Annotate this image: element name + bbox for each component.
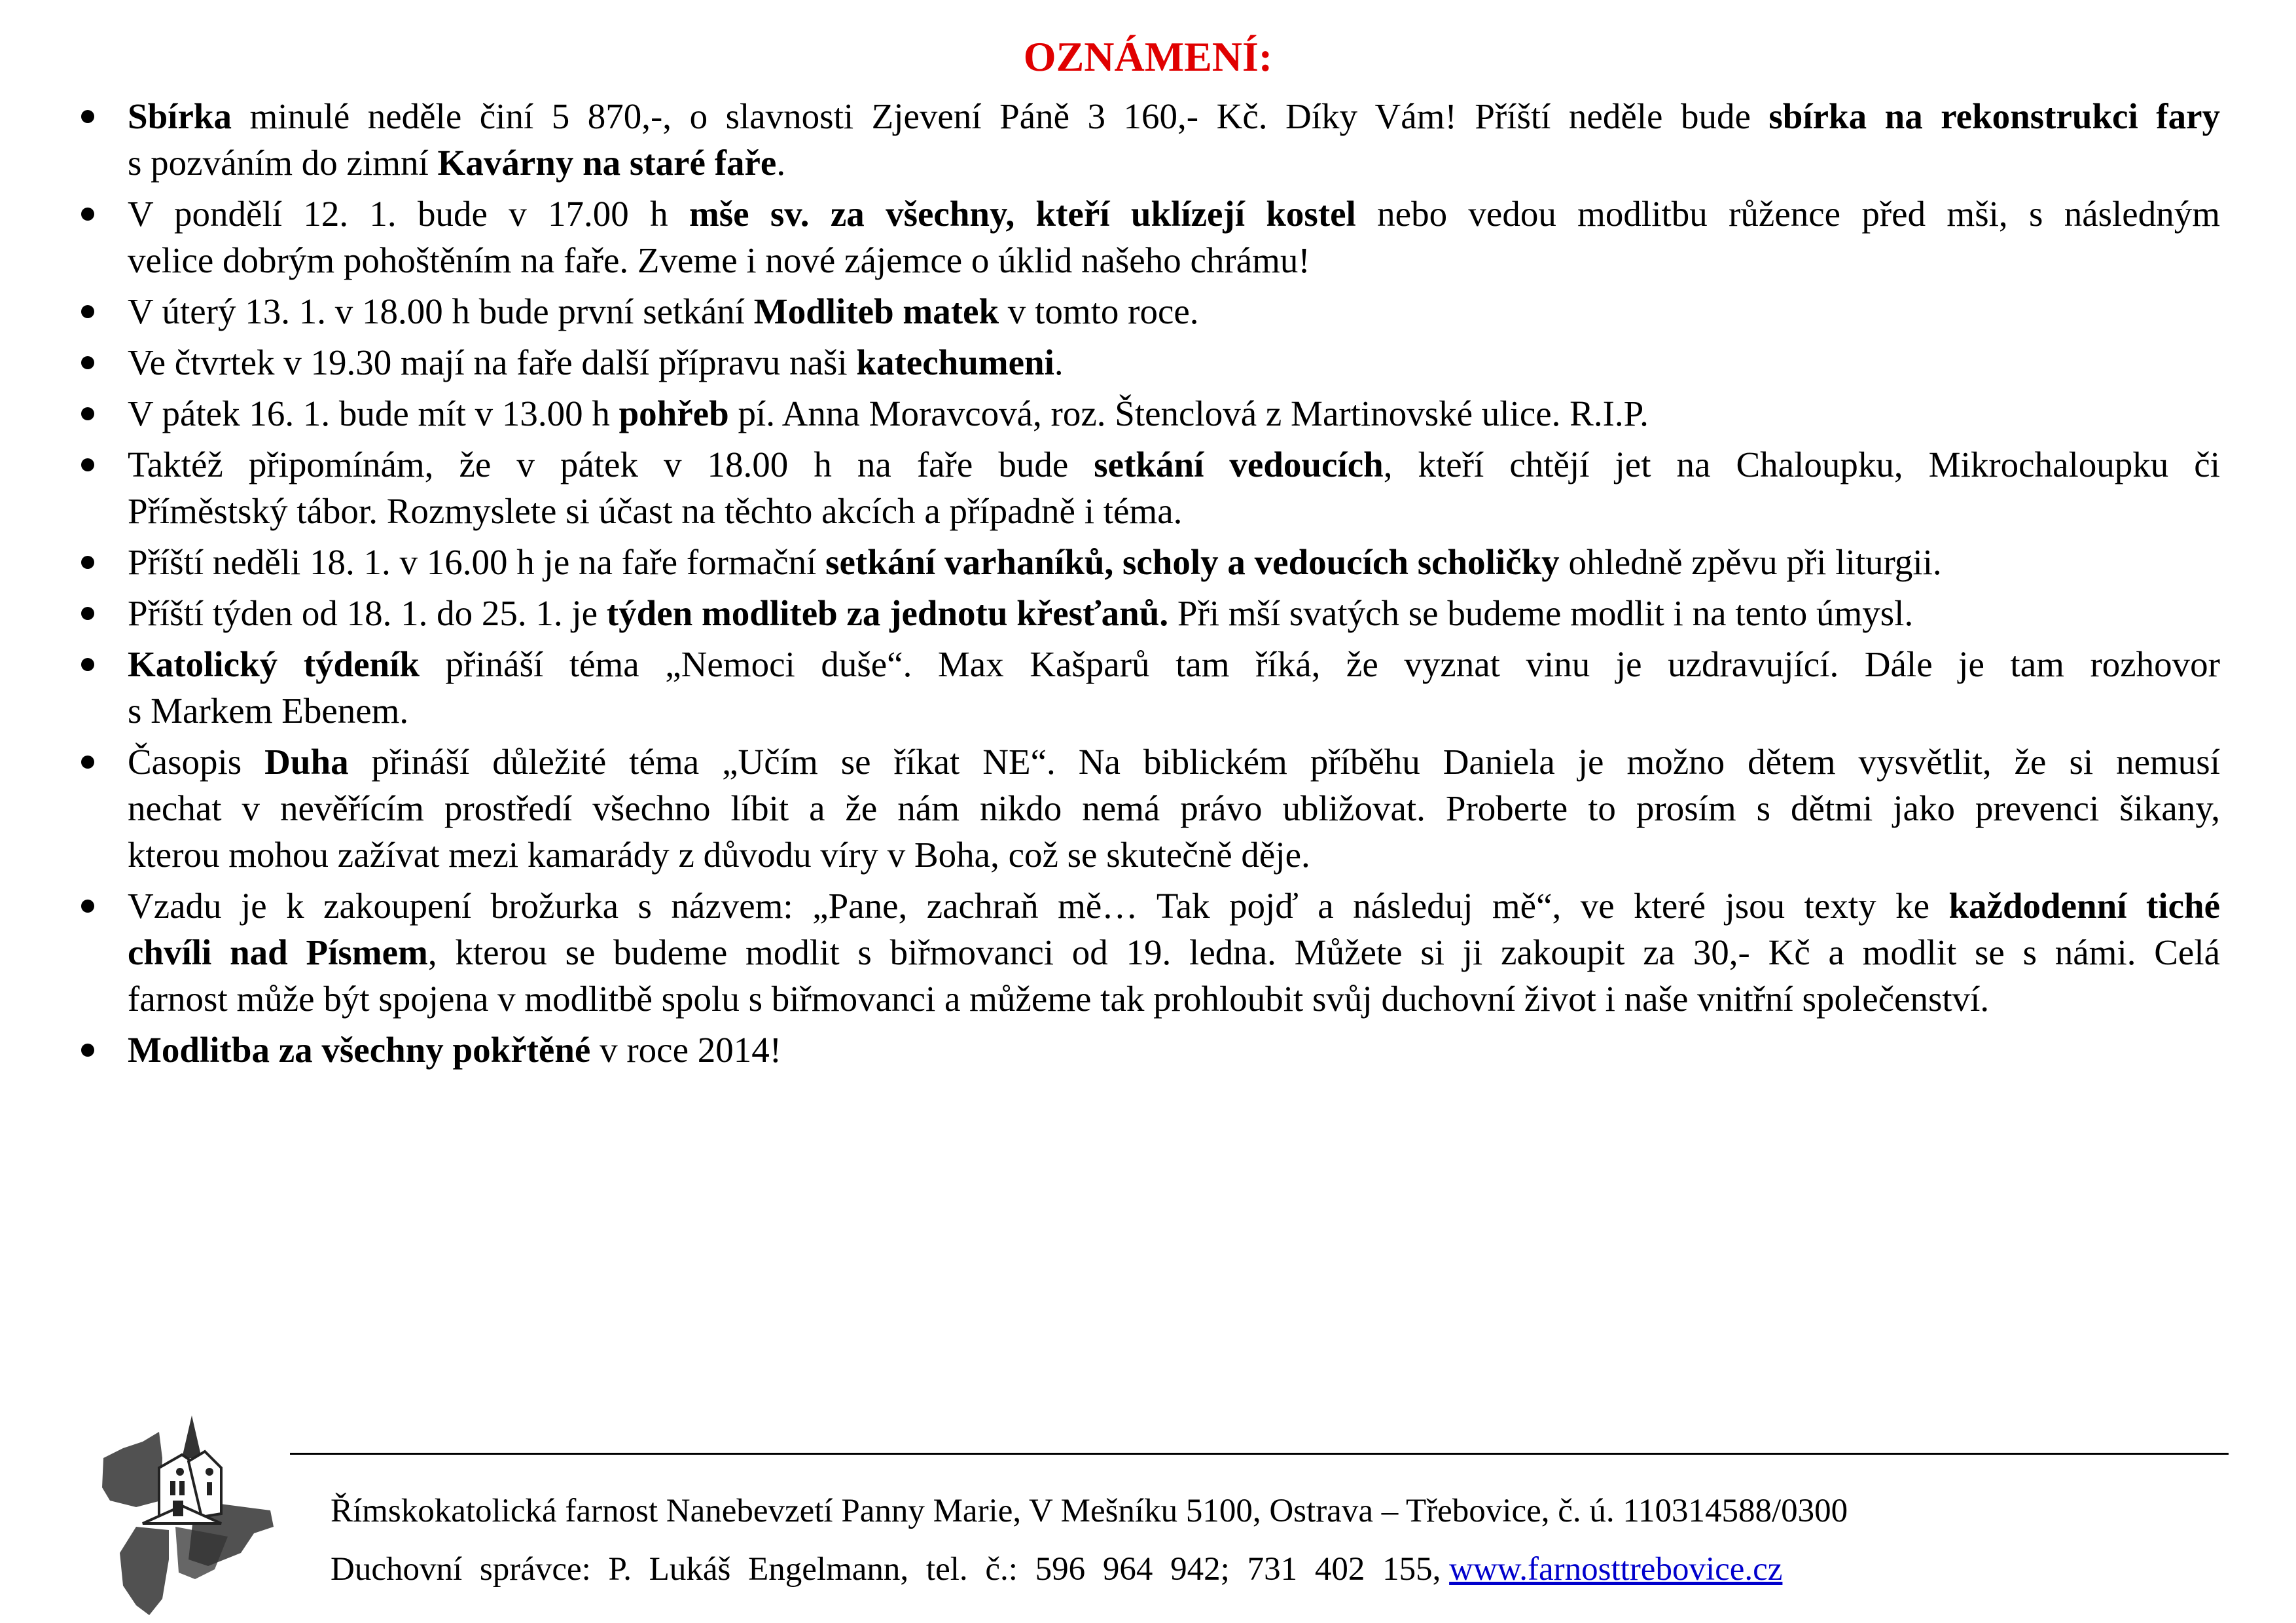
bold-text: setkání varhaníků, scholy a vedoucích scholičky <box>825 542 1560 582</box>
announcement-item <box>0 641 2296 734</box>
announcement-line <box>128 785 2220 831</box>
announcement-line <box>128 390 2220 437</box>
text: Taktéž připomínám, že v pátek v 18.00 h na faře bude <box>128 445 1094 484</box>
announcement-item <box>0 539 2296 585</box>
bold-text: každodenní tiché <box>1948 886 2220 926</box>
bold-text: chvíli nad Písmem <box>128 932 428 972</box>
announcement-line <box>128 739 2220 785</box>
announcement-line <box>128 641 2220 687</box>
text: v roce 2014! <box>590 1030 782 1070</box>
text: Ve čtvrtek v 19.30 mají na faře další přípravu naši <box>128 342 857 382</box>
bullet-icon <box>81 900 94 913</box>
bold-text: katechumeni <box>856 342 1054 382</box>
announcement-item <box>0 1027 2296 1073</box>
bullet-icon <box>81 458 94 471</box>
text: nebo vedou modlitbu růžence před mši, s následným <box>1355 194 2220 234</box>
announcement-line <box>128 139 2220 186</box>
bold-text: Modliteb matek <box>753 291 999 331</box>
announcement-item <box>0 93 2296 186</box>
text: Při mší svatých se budeme modlit i na tento úmysl. <box>1168 593 1914 633</box>
announcement-line <box>128 339 2220 386</box>
announcement-line <box>128 831 2220 878</box>
bold-text: Duha <box>264 742 349 782</box>
announcement-line <box>128 191 2220 237</box>
announcement-item <box>0 441 2296 534</box>
announcement-line <box>128 929 2220 976</box>
bold-text: pohřeb <box>619 393 729 433</box>
text: přináší důležité téma „Učím se říkat NE“. Na biblickém příběhu Daniela je možno dětem vysvětlit, že si nemusí <box>348 742 2220 782</box>
announcement-item <box>0 288 2296 335</box>
footer-divider <box>290 1453 2229 1455</box>
footer-contact <box>331 1550 2102 1589</box>
text: velice dobrým pohoštěním na faře. Zveme i nové zájemce o úklid našeho chrámu! <box>128 240 1310 280</box>
bullet-icon <box>81 110 94 123</box>
church-illustration-icon <box>97 1396 287 1618</box>
bullet-icon <box>81 1044 94 1057</box>
bold-text: sbírka na rekonstrukci fary <box>1768 96 2220 136</box>
text: , kterou se budeme modlit s biřmovanci od 19. ledna. Můžete si ji zakoupit za 30,- Kč a modlit se s námi. Celá <box>427 932 2221 972</box>
text: . <box>776 143 786 183</box>
text: přináší téma „Nemoci duše“. Max Kašparů tam říká, že vyznat vinu je uzdravující. Dále je tam rozhovor <box>420 644 2220 684</box>
text: V pondělí 12. 1. bude v 17.00 h <box>128 194 689 234</box>
bold-text: týden modliteb za jednotu křesťanů. <box>606 593 1169 633</box>
text: Příští neděli 18. 1. v 16.00 h je na faře formační <box>128 542 826 582</box>
announcement-line <box>128 976 2220 1022</box>
text: Časopis <box>128 742 265 782</box>
announcement-line <box>128 1027 2220 1073</box>
text: Vzadu je k zakoupení brožurka s názvem: „Pane, zachraň mě… Tak pojď a následuj mě“, ve které jsou texty ke <box>128 886 1949 926</box>
announcement-item <box>0 191 2296 283</box>
announcement-line <box>128 237 2220 283</box>
announcement-line <box>128 883 2220 929</box>
announcement-item <box>0 739 2296 878</box>
text: pí. Anna Moravcová, roz. Štenclová z Martinovské ulice. R.I.P. <box>728 393 1649 433</box>
text: V pátek 16. 1. bude mít v 13.00 h <box>128 393 619 433</box>
announcement-line <box>128 539 2220 585</box>
announcement-list <box>0 93 2296 1078</box>
text: kterou mohou zažívat mezi kamarády z důvodu víry v Boha, což se skutečně děje. <box>128 835 1310 875</box>
bold-text: mše sv. za všechny, kteří uklízejí kostel <box>689 194 1356 234</box>
text: , kteří chtějí jet na Chaloupku, Mikrochaloupku či <box>1383 445 2221 484</box>
announcement-line <box>128 590 2220 636</box>
bullet-icon <box>81 556 94 569</box>
announcement-line <box>128 288 2220 335</box>
bullet-icon <box>81 607 94 620</box>
bold-text: Kavárny na staré faře <box>437 143 777 183</box>
text: minulé neděle činí 5 870,-, o slavnosti Zjevení Páně 3 160,- Kč. Díky Vám! Příští neděle bude <box>231 96 1769 136</box>
announcement-item <box>0 339 2296 386</box>
announcement-line <box>128 93 2220 139</box>
announcement-item <box>0 390 2296 437</box>
announcement-line <box>128 441 2220 488</box>
text: v tomto roce. <box>999 291 1199 331</box>
announcement-item <box>0 883 2296 1022</box>
text: Příměstský tábor. Rozmyslete si účast na těchto akcích a případně i téma. <box>128 491 1183 531</box>
footer-administrator: Duchovní správce: P. Lukáš Engelmann, tel. č.: 596 964 942; 731 402 155, <box>331 1551 1441 1588</box>
text: Příští týden od 18. 1. do 25. 1. je <box>128 593 607 633</box>
text: . <box>1054 342 1064 382</box>
bullet-icon <box>81 356 94 369</box>
text: ohledně zpěvu při liturgii. <box>1559 542 1942 582</box>
text: farnost může být spojena v modlitbě spolu s biřmovanci a můžeme tak prohloubit svůj duchovní život i naše vnitřní společenství. <box>128 979 1990 1019</box>
text: nechat v nevěřícím prostředí všechno líbit a že nám nikdo nemá právo ubližovat. Proberte to prosím s dětmi jako prevenci šikany, <box>128 788 2220 828</box>
bold-text: Sbírka <box>128 96 232 136</box>
website-link[interactable]: www.farnosttrebovice.cz <box>1449 1551 1783 1588</box>
bullet-icon <box>81 407 94 420</box>
bold-text: Modlitba za všechny pokřtěné <box>128 1030 591 1070</box>
page-title: OZNÁMENÍ: <box>1023 33 1273 80</box>
bullet-icon <box>81 208 94 221</box>
bold-text: setkání vedoucích <box>1094 445 1384 484</box>
bold-text: Katolický týdeník <box>128 644 420 684</box>
footer-address: Římskokatolická farnost Nanebevzetí Panny Marie, V Mešníku 5100, Ostrava – Třebovice, č. ú. 110314588/0300 <box>331 1493 1848 1529</box>
announcement-item <box>0 590 2296 636</box>
bullet-icon <box>81 658 94 671</box>
text: s Markem Ebenem. <box>128 691 409 731</box>
announcement-line <box>128 488 2220 534</box>
bullet-icon <box>81 756 94 769</box>
announcement-line <box>128 687 2220 734</box>
bullet-icon <box>81 305 94 318</box>
text: s pozváním do zimní <box>128 143 438 183</box>
text: V úterý 13. 1. v 18.00 h bude první setkání <box>128 291 754 331</box>
